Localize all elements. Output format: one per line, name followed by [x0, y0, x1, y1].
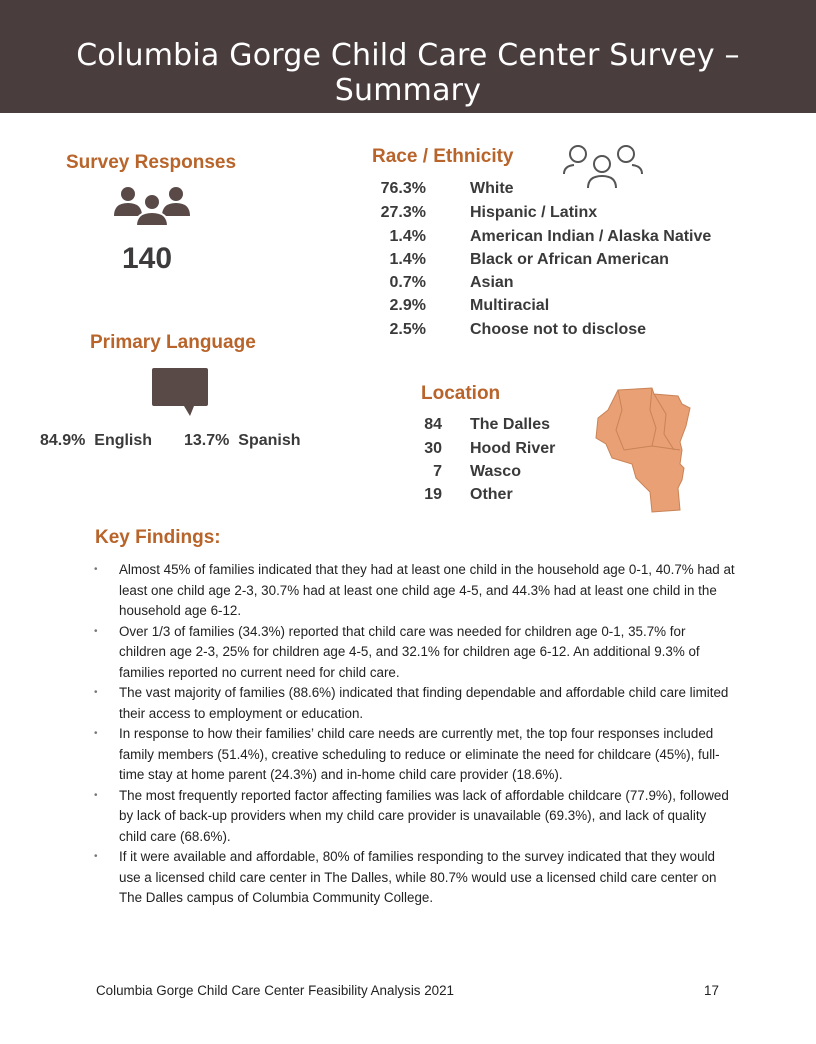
race-pct: 1.4% — [389, 251, 426, 268]
key-findings-list — [96, 560, 736, 909]
language-item-english — [40, 432, 152, 450]
language-label: English — [94, 432, 153, 449]
race-label: Hispanic / Latinx — [470, 204, 598, 221]
race-ethnicity-title: Race / Ethnicity — [372, 146, 514, 167]
race-pct: 27.3% — [380, 204, 426, 221]
speech-bubble-icon — [150, 366, 210, 418]
race-pct: 76.3% — [380, 180, 426, 197]
finding-item — [96, 847, 736, 909]
finding-text: In response to how their families’ child care needs are currently met, the top four responses included family members (51.4%), creative scheduling to reduce or eliminate the need for childcare (45%), full-time stay at home parent (24.3%) and in-home child care provider (18.6%). — [119, 726, 720, 782]
page-number: 17 — [704, 983, 719, 998]
race-pct: 2.5% — [389, 321, 426, 338]
location-count: 84 — [424, 416, 442, 433]
location-item — [404, 486, 604, 508]
language-item-spanish — [184, 432, 301, 450]
bullet-icon: • — [94, 728, 98, 739]
finding-item — [96, 683, 736, 724]
race-label: Choose not to disclose — [470, 321, 647, 338]
finding-text: The most frequently reported factor affecting families was lack of affordable childcare (77.9%), followed by lack of back-up providers when my child care provider is unavailable (69.3%), and lack of quality child care (68.6%). — [119, 787, 729, 844]
race-label: Asian — [470, 274, 514, 291]
finding-text: The vast majority of families (88.6%) indicated that finding dependable and affordable child care limited their access to employment or education. — [119, 685, 729, 721]
race-item — [360, 297, 760, 319]
region-map-icon — [594, 384, 694, 516]
location-count: 30 — [424, 440, 442, 457]
race-label: American Indian / Alaska Native — [470, 228, 712, 245]
location-item — [404, 416, 604, 438]
language-pct: 13.7% — [184, 432, 230, 449]
race-item — [360, 228, 760, 250]
race-label: Multiracial — [470, 297, 550, 314]
language-label: Spanish — [238, 432, 301, 449]
location-count: 7 — [433, 463, 442, 480]
bullet-icon: • — [94, 687, 98, 698]
survey-count: 140 — [122, 242, 173, 275]
finding-item — [96, 786, 736, 848]
location-title: Location — [421, 383, 501, 404]
location-count: 19 — [424, 486, 442, 503]
race-item — [360, 321, 760, 343]
bullet-icon: • — [94, 625, 98, 637]
page-title: Columbia Gorge Child Care Center Survey – Summary — [76, 38, 740, 108]
key-findings-title: Key Findings: — [95, 527, 221, 548]
finding-text: Almost 45% of families indicated that they had at least one child in the household age 0-1, 40.7% had at least one child age 2-3, 30.7% had at least one child age 4-5, and 44.3% had at least one child in the household age 6-12. — [119, 562, 735, 618]
footer-title: Columbia Gorge Child Care Center Feasibility Analysis 2021 — [96, 983, 454, 998]
race-item — [360, 204, 760, 226]
finding-item — [96, 622, 736, 684]
location-label: Hood River — [470, 440, 556, 457]
location-item — [404, 463, 604, 485]
people-group-icon — [110, 184, 194, 228]
page-header — [0, 0, 816, 113]
bullet-icon: • — [94, 564, 98, 575]
race-pct: 1.4% — [389, 228, 426, 245]
location-label: Wasco — [470, 463, 521, 480]
race-item — [360, 251, 760, 273]
race-pct: 0.7% — [389, 274, 426, 291]
bullet-icon: • — [94, 851, 98, 862]
finding-item — [96, 560, 736, 622]
location-label: The Dalles — [470, 416, 551, 433]
survey-responses-title: Survey Responses — [66, 152, 237, 173]
race-label: Black or African American — [470, 251, 669, 268]
race-pct: 2.9% — [389, 297, 426, 314]
location-item — [404, 440, 604, 462]
bullet-icon: • — [94, 789, 98, 801]
race-item — [360, 274, 760, 296]
finding-text: If it were available and affordable, 80% of families responding to the survey indicated that they would use a licensed child care center in The Dalles, while 80.7% would use a licensed child care center on The Dalles campus of Columbia Community College. — [119, 849, 717, 905]
location-label: Other — [470, 486, 513, 503]
language-pct: 84.9% — [40, 432, 86, 449]
primary-language-title: Primary Language — [90, 332, 256, 353]
race-item — [360, 180, 760, 202]
finding-text: Over 1/3 of families (34.3%) reported that child care was needed for children age 0-1, 35.7% for children age 2-3, 25% for children age 4-5, and 32.1% for children age 6-12. An additional 9.3% of families reported no current need for child care. — [119, 623, 700, 680]
finding-item — [96, 724, 736, 786]
race-label: White — [470, 180, 514, 197]
